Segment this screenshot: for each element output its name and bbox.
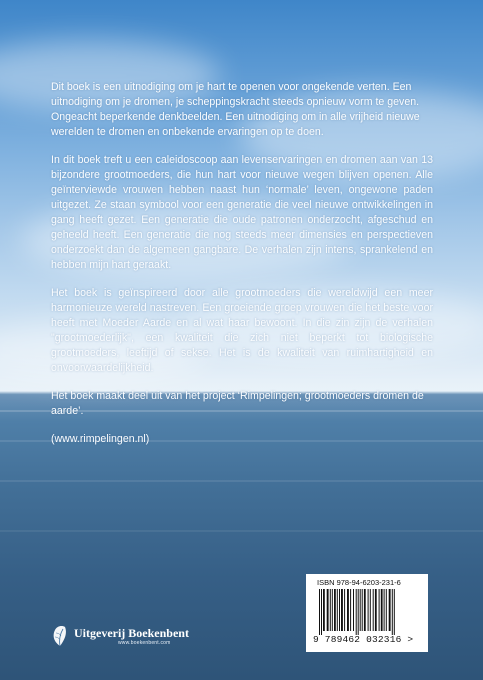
- barcode-bar: [386, 589, 387, 631]
- barcode-bar: [319, 589, 320, 635]
- barcode-bar: [373, 589, 374, 631]
- barcode-bar: [370, 589, 371, 631]
- sea-glint: [0, 480, 483, 482]
- publisher-name: Uitgeverij Boekenbent: [74, 625, 189, 640]
- publisher-logo: [50, 624, 189, 648]
- barcode-bar: [358, 589, 359, 635]
- barcode-bar: [347, 589, 349, 631]
- website-reference: (www.rimpelingen.nl): [51, 433, 150, 445]
- barcode-bar: [323, 589, 325, 631]
- barcode-bar: [350, 589, 351, 631]
- barcode-bar: [379, 589, 380, 631]
- publisher-url: www.boekenbent.com: [118, 639, 171, 646]
- isbn-label: ISBN 978-94-6203-231-6: [317, 578, 401, 587]
- barcode-bar: [332, 589, 333, 631]
- blurb-paragraph-3: Het boek is geïnspireerd door alle grootmoeders die wereldwijd een meer harmonieuze wereld nastreven. Een groeiende groep vrouwen die het beste voor heeft met Moeder Aarde en al wat haar bewoont. In die zin zijn de verhalen "grootmoederlijk", een kwaliteit die zich niet beperkt tot biologische grootmoeders, leeftijd of sekse. Het is de kwaliteit van ruimhartigheid en onvoorwaardelijkheid.: [51, 287, 433, 374]
- barcode-bar: [327, 589, 329, 631]
- barcode-bar: [330, 589, 331, 631]
- barcode-bar: [321, 589, 322, 635]
- barcode-bar: [394, 589, 395, 635]
- blurb-paragraph-1: Dit boek is een uitnodiging om je hart te openen voor ongekende verten. Een uitnodiging om je dromen, je scheppingskracht steeds opnieuw vorm te geven. Ongeacht beperkende denkbeelden. Een uitnodiging om in alle vrijheid nieuwe werelden te dromen en onbekende ervaringen op te doen.: [51, 81, 420, 138]
- barcode-bar: [392, 589, 393, 635]
- sea-glint: [0, 530, 483, 532]
- barcode-bar: [368, 589, 369, 631]
- barcode-bar: [344, 589, 345, 631]
- barcode-digits: 9 789462 032316 >: [313, 634, 414, 645]
- barcode-bar: [362, 589, 363, 631]
- barcode-bar: [337, 589, 338, 631]
- blurb-text: [51, 80, 433, 460]
- barcode-bar: [334, 589, 336, 631]
- barcode-bar: [341, 589, 343, 631]
- blurb-paragraph-2: In dit boek treft u een caleidoscoop aan levenservaringen en dromen aan van 13 bijzondere grootmoeders, die hun hart voor nieuwe wegen blijven openen. Alle geïnterviewde vrouwen hebben naast hun ‘normale’ leven, ongewone paden uitgezet. Ze staan symbool voor een generatie die veel nieuwe ontwikkelingen in gang heeft gezet. Een generatie die oude patronen onderzocht, afgeschud en geheeld heeft. Een generatie die nog steeds meer dimensies en perspectieven onderzoekt dan de algemeen gangbare. De verhalen zijn intens, sprankelend en hebben mijn hart geraakt.: [51, 154, 433, 271]
- barcode-bar: [384, 589, 385, 631]
- barcode-bar: [364, 589, 366, 631]
- barcode-bars: [313, 589, 421, 635]
- barcode-bar: [375, 589, 377, 631]
- barcode-bar: [381, 589, 383, 631]
- barcode-bar: [389, 589, 391, 631]
- feather-icon: [50, 624, 70, 648]
- barcode-bar: [360, 589, 361, 631]
- barcode-bar: [356, 589, 357, 635]
- barcode-bar: [339, 589, 340, 631]
- isbn-barcode: [306, 574, 428, 652]
- blurb-paragraph-4: Het boek maakt deel uit van het project ‘Rimpelingen; grootmoeders dromen de aarde’.: [51, 390, 424, 417]
- barcode-bar: [353, 589, 354, 631]
